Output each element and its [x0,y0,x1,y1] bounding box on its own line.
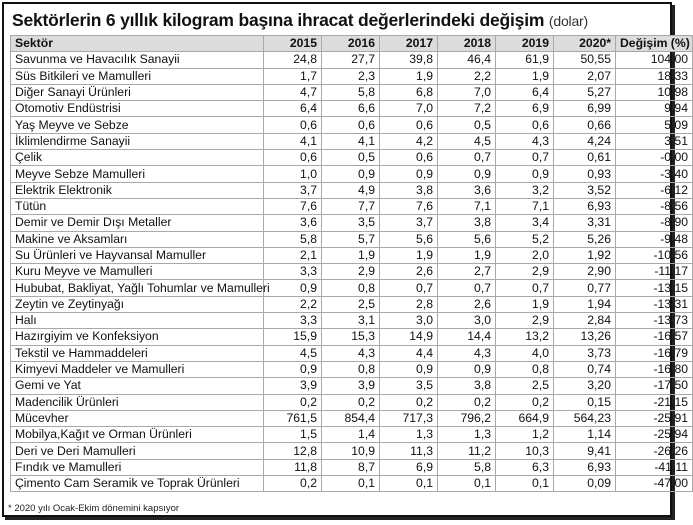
value-cell: 3,9 [322,378,380,394]
value-cell: 0,2 [264,394,322,410]
sector-cell: Diğer Sanayi Ürünleri [11,84,264,100]
value-cell: 0,2 [438,394,496,410]
sector-cell: Süs Bitkileri ve Mamulleri [11,68,264,84]
value-cell: 2,7 [438,264,496,280]
value-cell: 1,94 [554,296,616,312]
value-cell: 24,8 [264,52,322,68]
value-cell: 7,0 [380,101,438,117]
table-row [11,133,693,149]
sector-cell: Halı [11,313,264,329]
value-cell: 5,27 [554,84,616,100]
value-cell: 4,2 [380,133,438,149]
value-cell: -21,15 [616,394,693,410]
value-cell: 3,0 [380,313,438,329]
value-cell: 2,90 [554,264,616,280]
value-cell: 6,3 [496,459,554,475]
value-cell: 3,1 [322,313,380,329]
value-cell: 6,4 [264,101,322,117]
value-cell: 46,4 [438,52,496,68]
value-cell: 6,93 [554,198,616,214]
value-cell: 3,0 [438,313,496,329]
value-cell: 664,9 [496,410,554,426]
value-cell: 4,24 [554,133,616,149]
value-cell: 0,09 [554,476,616,492]
value-cell: 2,1 [264,247,322,263]
table-row [11,313,693,329]
value-cell: 4,1 [322,133,380,149]
sector-cell: Yaş Meyve ve Sebze [11,117,264,133]
value-cell: 2,6 [380,264,438,280]
value-cell: 2,9 [496,264,554,280]
value-cell: 0,5 [438,117,496,133]
value-cell: 0,2 [322,394,380,410]
table-row [11,198,693,214]
value-cell: 1,0 [264,166,322,182]
value-cell: 13,26 [554,329,616,345]
value-cell: 1,9 [438,247,496,263]
value-cell: 0,74 [554,361,616,377]
value-cell: 10,3 [496,443,554,459]
sector-cell: Fındık ve Mamulleri [11,459,264,475]
value-cell: -13,31 [616,296,693,312]
table-row [11,410,693,426]
value-cell: 1,14 [554,427,616,443]
value-cell: 9,94 [616,101,693,117]
value-cell: 2,5 [322,296,380,312]
value-cell: 0,6 [380,117,438,133]
sector-cell: Hububat, Bakliyat, Yağlı Tohumlar ve Mamulleri [11,280,264,296]
column-header: 2017 [380,36,438,52]
sector-cell: İklimlendirme Sanayii [11,133,264,149]
value-cell: 4,5 [438,133,496,149]
value-cell: -26,26 [616,443,693,459]
sector-cell: Kuru Meyve ve Mamulleri [11,264,264,280]
value-cell: 7,6 [380,198,438,214]
value-cell: 8,7 [322,459,380,475]
value-cell: 50,55 [554,52,616,68]
value-cell: 2,6 [438,296,496,312]
column-header: 2020* [554,36,616,52]
value-cell: 0,8 [496,361,554,377]
table-row [11,329,693,345]
value-cell: -16,80 [616,361,693,377]
value-cell: 7,7 [322,198,380,214]
value-cell: 854,4 [322,410,380,426]
value-cell: 1,9 [322,247,380,263]
value-cell: -9,48 [616,231,693,247]
value-cell: 2,3 [322,68,380,84]
value-cell: -8,56 [616,198,693,214]
value-cell: 0,66 [554,117,616,133]
value-cell: 0,6 [322,117,380,133]
value-cell: 7,1 [496,198,554,214]
value-cell: 0,1 [322,476,380,492]
sector-cell: Deri ve Deri Mamulleri [11,443,264,459]
table-row [11,280,693,296]
value-cell: 1,5 [264,427,322,443]
value-cell: 4,3 [438,345,496,361]
value-cell: 1,9 [380,247,438,263]
value-cell: 4,9 [322,182,380,198]
value-cell: 0,7 [438,280,496,296]
value-cell: 0,9 [438,361,496,377]
value-cell: 18,33 [616,68,693,84]
value-cell: 3,2 [496,182,554,198]
value-cell: 5,8 [322,84,380,100]
table-header [11,36,693,52]
value-cell: 4,4 [380,345,438,361]
value-cell: 1,2 [496,427,554,443]
value-cell: 0,6 [264,117,322,133]
value-cell: 3,7 [264,182,322,198]
value-cell: 0,9 [264,280,322,296]
value-cell: 2,5 [496,378,554,394]
value-cell: 0,7 [496,280,554,296]
table-row [11,264,693,280]
value-cell: 14,4 [438,329,496,345]
value-cell: 564,23 [554,410,616,426]
value-cell: 0,9 [380,166,438,182]
value-cell: 1,9 [496,68,554,84]
value-cell: 6,93 [554,459,616,475]
value-cell: 5,26 [554,231,616,247]
value-cell: 0,7 [496,150,554,166]
value-cell: 1,9 [496,296,554,312]
value-cell: 4,1 [264,133,322,149]
sector-cell: Savunma ve Havacılık Sanayii [11,52,264,68]
table-row [11,231,693,247]
value-cell: 0,8 [322,361,380,377]
value-cell: 0,77 [554,280,616,296]
value-cell: 3,51 [616,133,693,149]
value-cell: 61,9 [496,52,554,68]
sector-cell: Kimyevi Maddeler ve Mamulleri [11,361,264,377]
value-cell: -0,00 [616,150,693,166]
value-cell: 1,3 [438,427,496,443]
value-cell: 3,4 [496,215,554,231]
value-cell: 5,09 [616,117,693,133]
value-cell: 15,3 [322,329,380,345]
value-cell: -13,73 [616,313,693,329]
value-cell: 0,1 [496,476,554,492]
value-cell: 4,0 [496,345,554,361]
value-cell: -25,91 [616,410,693,426]
value-cell: 0,2 [380,394,438,410]
value-cell: 0,1 [380,476,438,492]
column-header: 2015 [264,36,322,52]
value-cell: 10,9 [322,443,380,459]
value-cell: 10,98 [616,84,693,100]
value-cell: 104,00 [616,52,693,68]
value-cell: 6,8 [380,84,438,100]
value-cell: 6,4 [496,84,554,100]
value-cell: -16,57 [616,329,693,345]
value-cell: -3,40 [616,166,693,182]
value-cell: 1,7 [264,68,322,84]
table-row [11,476,693,492]
table-row [11,378,693,394]
value-cell: 1,3 [380,427,438,443]
value-cell: 11,8 [264,459,322,475]
value-cell: 0,93 [554,166,616,182]
sector-cell: Makine ve Aksamları [11,231,264,247]
value-cell: 0,9 [380,361,438,377]
table-row [11,296,693,312]
value-cell: 7,1 [438,198,496,214]
column-header: Sektör [11,36,264,52]
sector-cell: Çelik [11,150,264,166]
value-cell: 0,9 [438,166,496,182]
table-row [11,68,693,84]
value-cell: 2,9 [496,313,554,329]
sector-cell: Çimento Cam Seramik ve Toprak Ürünleri [11,476,264,492]
value-cell: 0,61 [554,150,616,166]
value-cell: -6,12 [616,182,693,198]
value-cell: 0,1 [438,476,496,492]
table-row [11,101,693,117]
value-cell: 796,2 [438,410,496,426]
value-cell: -10,56 [616,247,693,263]
sector-cell: Su Ürünleri ve Hayvansal Mamuller [11,247,264,263]
value-cell: 3,73 [554,345,616,361]
value-cell: 3,52 [554,182,616,198]
value-cell: 0,7 [438,150,496,166]
value-cell: 0,2 [496,394,554,410]
value-cell: 3,6 [264,215,322,231]
value-cell: 2,9 [322,264,380,280]
value-cell: 4,5 [264,345,322,361]
value-cell: 4,3 [322,345,380,361]
value-cell: 11,2 [438,443,496,459]
value-cell: 1,92 [554,247,616,263]
table-row [11,182,693,198]
value-cell: 7,2 [438,101,496,117]
value-cell: 27,7 [322,52,380,68]
value-cell: 0,7 [380,280,438,296]
sector-cell: Gemi ve Yat [11,378,264,394]
chart-title [12,10,588,31]
column-header: 2018 [438,36,496,52]
value-cell: 0,5 [322,150,380,166]
value-cell: 0,8 [322,280,380,296]
value-cell: 0,15 [554,394,616,410]
sector-cell: Madencilik Ürünleri [11,394,264,410]
value-cell: 4,3 [496,133,554,149]
value-cell: -47,00 [616,476,693,492]
value-cell: 4,7 [264,84,322,100]
value-cell: 11,3 [380,443,438,459]
sector-cell: Tütün [11,198,264,214]
value-cell: 7,0 [438,84,496,100]
value-cell: 3,31 [554,215,616,231]
table-row [11,361,693,377]
value-cell: 13,2 [496,329,554,345]
value-cell: 0,2 [264,476,322,492]
value-cell: -41,11 [616,459,693,475]
value-cell: 717,3 [380,410,438,426]
sector-cell: Otomotiv Endüstrisi [11,101,264,117]
value-cell: 2,8 [380,296,438,312]
value-cell: 0,6 [264,150,322,166]
sector-cell: Zeytin ve Zeytinyağı [11,296,264,312]
value-cell: -8,90 [616,215,693,231]
value-cell: 0,9 [322,166,380,182]
column-header: 2019 [496,36,554,52]
value-cell: 2,84 [554,313,616,329]
header-row [11,36,693,52]
sector-cell: Mücevher [11,410,264,426]
value-cell: 0,6 [496,117,554,133]
table-row [11,443,693,459]
value-cell: 3,8 [380,182,438,198]
value-cell: 3,5 [380,378,438,394]
title-unit: (dolar) [548,13,588,29]
sector-cell: Hazırgiyim ve Konfeksiyon [11,329,264,345]
value-cell: 1,9 [380,68,438,84]
value-cell: 3,6 [438,182,496,198]
value-cell: 0,6 [380,150,438,166]
value-cell: 14,9 [380,329,438,345]
value-cell: 5,6 [438,231,496,247]
value-cell: 6,99 [554,101,616,117]
title-text: Sektörlerin 6 yıllık kilogram başına ihracat değerlerindeki değişim [12,10,545,30]
table-row [11,427,693,443]
value-cell: 3,8 [438,215,496,231]
table-row [11,84,693,100]
value-cell: 1,4 [322,427,380,443]
value-cell: -25,94 [616,427,693,443]
value-cell: 5,8 [264,231,322,247]
export-value-table [10,35,693,492]
table-row [11,215,693,231]
value-cell: 2,07 [554,68,616,84]
value-cell: -16,79 [616,345,693,361]
value-cell: 0,9 [496,166,554,182]
value-cell: 2,2 [264,296,322,312]
table-row [11,150,693,166]
sector-cell: Meyve Sebze Mamulleri [11,166,264,182]
value-cell: 5,7 [322,231,380,247]
value-cell: 2,2 [438,68,496,84]
sector-cell: Tekstil ve Hammaddeleri [11,345,264,361]
value-cell: 3,9 [264,378,322,394]
value-cell: 5,8 [438,459,496,475]
value-cell: 12,8 [264,443,322,459]
value-cell: 3,7 [380,215,438,231]
value-cell: 3,8 [438,378,496,394]
table-row [11,247,693,263]
sector-cell: Elektrik Elektronik [11,182,264,198]
value-cell: 5,2 [496,231,554,247]
value-cell: 39,8 [380,52,438,68]
value-cell: 7,6 [264,198,322,214]
value-cell: 6,9 [380,459,438,475]
table-row [11,394,693,410]
value-cell: 761,5 [264,410,322,426]
value-cell: 15,9 [264,329,322,345]
column-header: Değişim (%) [616,36,693,52]
value-cell: 3,5 [322,215,380,231]
table-row [11,117,693,133]
value-cell: 6,9 [496,101,554,117]
table-row [11,166,693,182]
table-body [11,52,693,492]
value-cell: -13,15 [616,280,693,296]
sector-cell: Demir ve Demir Dışı Metaller [11,215,264,231]
value-cell: 9,41 [554,443,616,459]
value-cell: 6,6 [322,101,380,117]
table-row [11,52,693,68]
sector-cell: Mobilya,Kağıt ve Orman Ürünleri [11,427,264,443]
value-cell: -11,17 [616,264,693,280]
column-header: 2016 [322,36,380,52]
value-cell: 3,3 [264,313,322,329]
value-cell: -17,50 [616,378,693,394]
value-cell: 5,6 [380,231,438,247]
value-cell: 2,0 [496,247,554,263]
value-cell: 3,3 [264,264,322,280]
table-row [11,345,693,361]
footnote: * 2020 yılı Ocak-Ekim dönemini kapsıyor [8,503,180,514]
table-row [11,459,693,475]
value-cell: 3,20 [554,378,616,394]
value-cell: 0,9 [264,361,322,377]
